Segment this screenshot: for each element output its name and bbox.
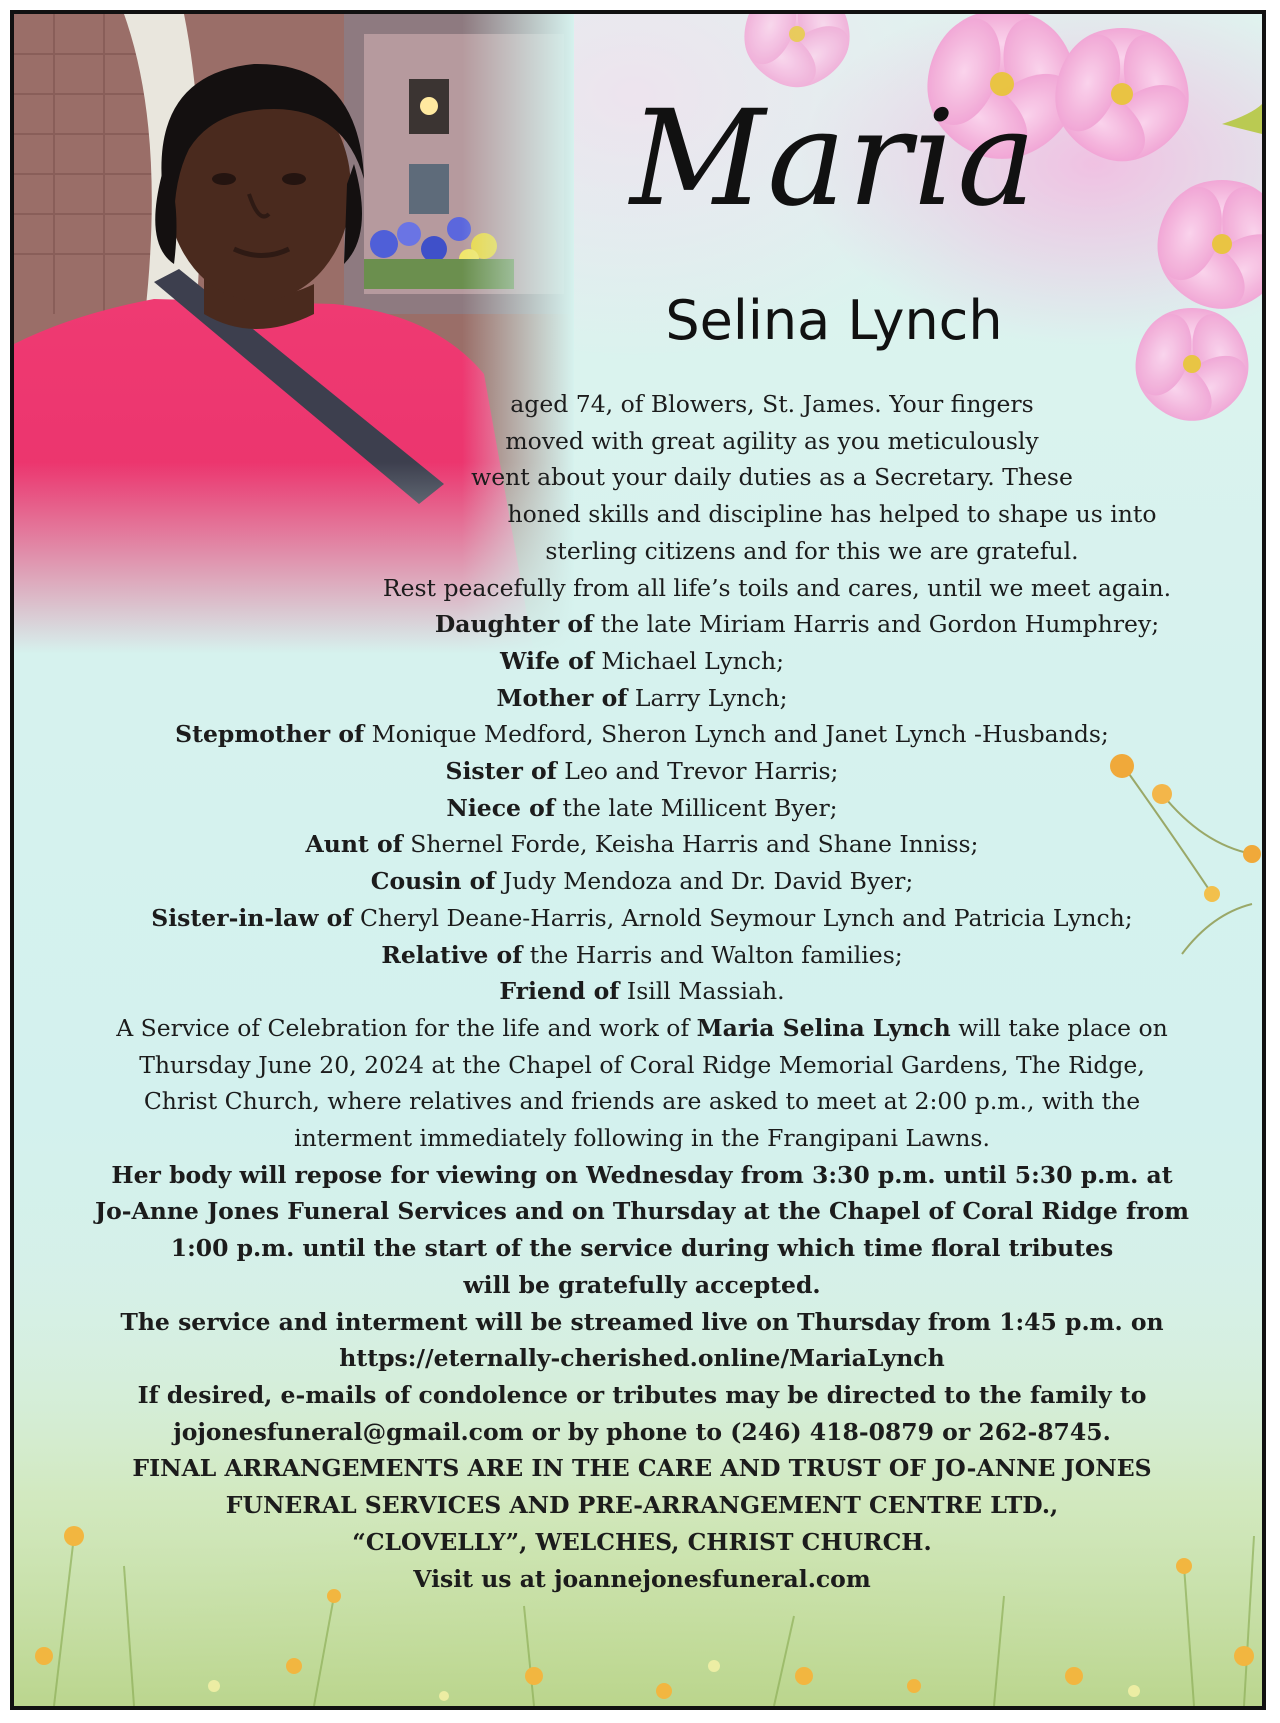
relation-text: Isill Massiah. [626,977,785,1006]
relation-text: Judy Mendoza and Dr. David Byer; [502,867,914,896]
relation-line [14,716,1266,753]
service-line: Thursday June 20, 2024 at the Chapel of Coral Ridge Memorial Gardens, The Ridge, [139,1050,1145,1079]
intro-line: moved with great agility as you meticulously [505,426,1039,455]
relation-label: Aunt of [305,830,403,859]
service-line [14,1010,1266,1047]
intro-line: Rest peacefully from all life’s toils and cares, until we meet again. [382,573,1172,602]
relation-line [14,863,1266,900]
relation-label: Stepmother of [175,720,365,749]
relation-line [14,680,1266,717]
relation-text: the late Miriam Harris and Gordon Humphrey; [600,610,1160,639]
arrangements-line: FINAL ARRANGEMENTS ARE IN THE CARE AND TRUST OF JO-ANNE JONES [132,1454,1152,1483]
relation-label: Relative of [381,940,523,969]
relation-text: the late Millicent Byer; [562,793,838,822]
relation-line [14,900,1266,937]
relation-line [14,826,1266,863]
relation-label: Cousin of [370,867,496,896]
relation-label: Mother of [496,683,628,712]
obituary-text [14,386,1266,1597]
relation-label: Niece of [446,793,555,822]
relation-line [14,937,1266,974]
service-deceased-name: Maria Selina Lynch [696,1013,951,1042]
relation-text: Michael Lynch; [601,646,785,675]
website-link[interactable]: Visit us at joannejonesfuneral.com [413,1564,871,1593]
viewing-line: Her body will repose for viewing on Wednesday from 3:30 p.m. until 5:30 p.m. at [111,1160,1173,1189]
arrangements-line: FUNERAL SERVICES AND PRE-ARRANGEMENT CENTRE LTD., [225,1491,1059,1520]
viewing-line: will be gratefully accepted. [463,1270,821,1299]
arrangements-line: “CLOVELLY”, WELCHES, CHRIST CHURCH. [352,1527,932,1556]
condolence-line: If desired, e-mails of condolence or tributes may be directed to the family to [137,1380,1147,1409]
condolence-contact[interactable]: jojonesfuneral@gmail.com or by phone to (246) 418-0879 or 262-8745. [173,1417,1111,1446]
relation-line [14,643,1266,680]
relation-text: Monique Medford, Sheron Lynch and Janet Lynch -Husbands; [371,720,1109,749]
relation-text: Larry Lynch; [634,683,788,712]
relation-label: Daughter of [434,610,594,639]
relation-line [14,753,1266,790]
stream-line: The service and interment will be streamed live on Thursday from 1:45 p.m. on [120,1307,1164,1336]
intro-line: aged 74, of Blowers, St. James. Your fingers [510,390,1034,418]
relation-text: Shernel Forde, Keisha Harris and Shane Inniss; [410,830,979,859]
service-line: interment immediately following in the Frangipani Lawns. [294,1124,990,1153]
relation-text: Cheryl Deane-Harris, Arnold Seymour Lynch and Patricia Lynch; [359,903,1133,932]
viewing-line: Jo-Anne Jones Funeral Services and on Thursday at the Chapel of Coral Ridge from [94,1197,1189,1226]
deceased-first-name: Maria [630,82,1038,236]
relation-text: Leo and Trevor Harris; [564,757,839,786]
intro-line: honed skills and discipline has helped to shape us into [507,500,1157,529]
relation-line [14,790,1266,827]
deceased-middle-last-name: Selina Lynch [665,289,1003,352]
viewing-line: 1:00 p.m. until the start of the service during which time floral tributes [170,1234,1114,1263]
relation-line [14,606,1266,643]
obituary-notice [10,10,1266,1710]
service-text: will take place on [958,1013,1168,1042]
relation-label: Sister of [445,757,557,786]
relation-text: the Harris and Walton families; [529,940,903,969]
relation-label: Sister-in-law of [151,903,353,932]
relation-label: Wife of [499,646,594,675]
intro-line: sterling citizens and for this we are grateful. [545,536,1079,565]
service-line: Christ Church, where relatives and friends are asked to meet at 2:00 p.m., with the [143,1087,1141,1116]
stream-link[interactable]: https://eternally-cherished.online/MariaLynch [339,1344,945,1373]
relation-line [14,973,1266,1010]
relation-label: Friend of [499,977,620,1006]
intro-line: went about your daily duties as a Secretary. These [471,463,1073,492]
service-text: A Service of Celebration for the life and work of [116,1013,690,1042]
